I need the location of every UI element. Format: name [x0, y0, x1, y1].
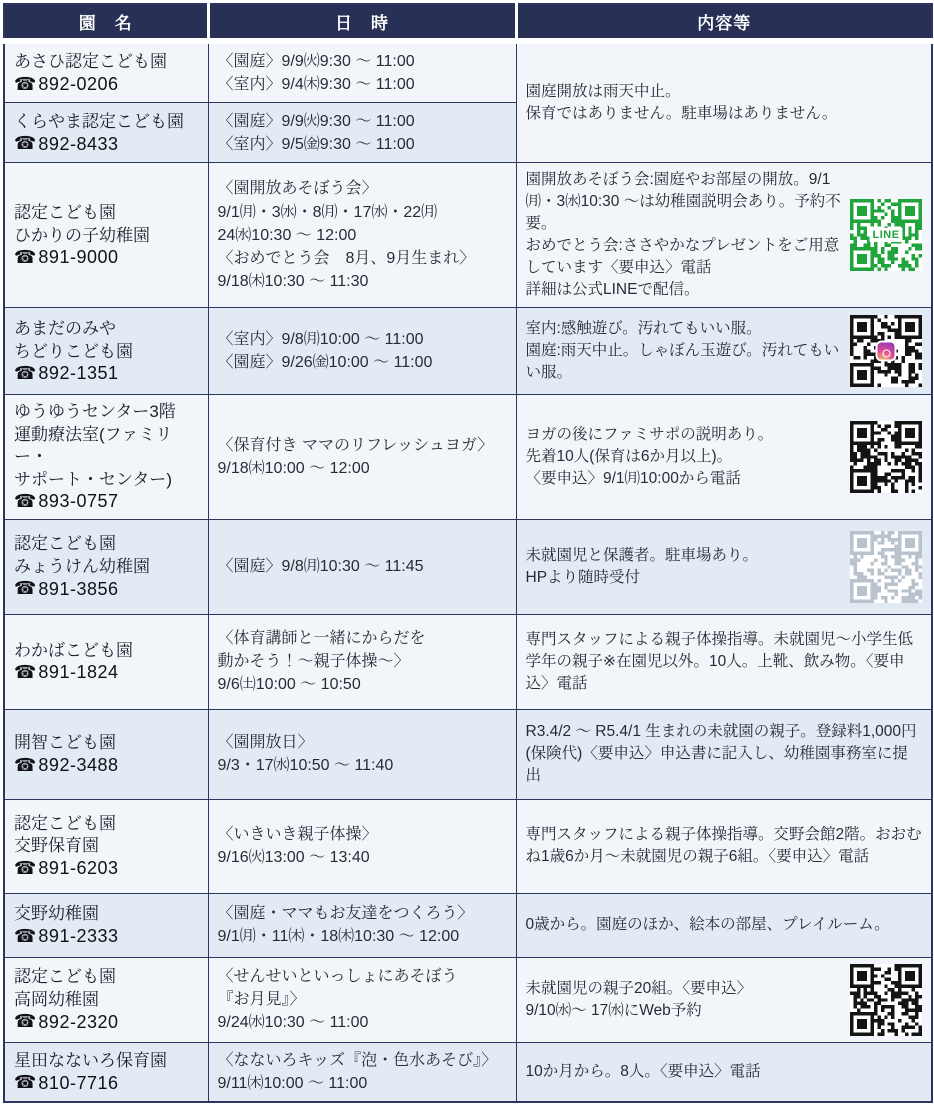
school-name-cell: [4, 709, 208, 799]
event-datetime-line: 24㈬10:30 ～ 12:00: [217, 226, 357, 244]
qr-code: [850, 964, 922, 1036]
table-row: [4, 1042, 932, 1102]
content-cell: [516, 41, 932, 163]
event-datetime-line: 〈園庭〉9/26㈮10:00 ～ 11:00: [217, 354, 433, 372]
datetime-cell: [208, 308, 516, 395]
datetime-cell: [208, 799, 516, 893]
event-datetime-line: 〈園庭〉9/9㈫9:30 ～ 11:00: [217, 112, 415, 130]
content-cell: [516, 519, 932, 614]
events-table: [3, 3, 933, 1103]
event-datetime-line: 動かそう！～親子体操～〉: [217, 653, 410, 671]
phone-icon: ☎: [14, 133, 37, 154]
line-qr-code: [850, 199, 922, 271]
table-row: [4, 799, 932, 893]
event-datetime-line: 〈園庭・ママもお友達をつくろう〉: [217, 905, 474, 923]
phone-icon: ☎: [14, 73, 37, 94]
event-datetime-line: 〈なないろキッズ『泡・色水あそび』〉: [217, 1051, 498, 1069]
event-datetime-line: 〈おめでとう会 8月、9月生まれ〉: [217, 249, 476, 267]
phone-icon: ☎: [14, 578, 37, 599]
content-text-line: R3.4/2 ～ R5.4/1 生まれの未就園の親子。登録料1,000円(保険代)〈要申込〉申込書に記入し、幼稚園事務室に提出: [525, 723, 917, 785]
table-row: [4, 163, 932, 308]
phone-icon: ☎: [14, 662, 37, 683]
table-body: [4, 41, 932, 1102]
content-text-line: 専門スタッフによる親子体操指導。未就園児～小学生低学年の親子※在園児以外。10人。上靴、飲み物。〈要申込〉電話: [525, 630, 914, 692]
school-name-line: 認定こども園: [14, 534, 116, 554]
event-datetime-line: 〈室内〉9/5㈮9:30 ～ 11:00: [217, 135, 415, 153]
phone: [14, 74, 199, 96]
event-datetime-line: 9/6㈯10:00 ～ 10:50: [217, 676, 361, 694]
content-text-line: 詳細は公式LINEで配信。: [525, 281, 700, 299]
school-name-line: 交野保育園: [14, 836, 99, 856]
table-header-row: [4, 4, 932, 41]
phone-number: 892-0206: [38, 73, 119, 94]
table-row: [4, 957, 932, 1042]
content-text-line: 0歳から。園庭のほか、絵本の部屋、プレイルーム。: [525, 916, 890, 934]
event-datetime-line: 9/11㈭10:00 ～ 11:00: [217, 1074, 368, 1092]
school-name-cell: [4, 308, 208, 395]
phone-number: 891-3856: [38, 578, 119, 599]
school-name-line: 交野幼稚園: [14, 904, 99, 924]
phone: [14, 363, 199, 385]
school-name-cell: [4, 103, 208, 163]
phone-icon: ☎: [14, 925, 37, 946]
event-datetime-line: 9/18㈭10:00 ～ 12:00: [217, 460, 370, 478]
event-datetime-line: 9/1㈪・3㈬・8㈪・17㈬・22㈪: [217, 203, 438, 221]
school-name-line: あまだのみや: [14, 319, 116, 339]
school-name-cell: [4, 1042, 208, 1102]
content-text-line: おめでとう会:ささやかなプレゼントをご用意しています〈要申込〉電話: [525, 237, 840, 277]
phone-number: 891-1824: [38, 662, 119, 683]
event-datetime-line: 『お月見』〉: [217, 991, 306, 1009]
event-datetime-line: 〈園庭〉9/8㈪10:30 ～ 11:45: [217, 558, 424, 576]
event-datetime-line: 9/18㈭10:30 ～ 11:30: [217, 273, 369, 291]
content-text-line: 〈要申込〉9/1㈪10:00から電話: [525, 470, 741, 488]
content-text-line: 未就園児の親子20組。〈要申込〉: [525, 979, 752, 997]
content-cell: [516, 957, 932, 1042]
content-text-line: 園庭開放は雨天中止。: [525, 83, 681, 101]
datetime-cell: [208, 163, 516, 308]
content-cell: [516, 163, 932, 308]
school-name-cell: [4, 957, 208, 1042]
content-text-line: 先着10人(保育は6か月以上)。: [525, 448, 733, 466]
line-qr-label: LINE: [869, 228, 902, 242]
event-datetime-line: 9/16㈫13:00 ～ 13:40: [217, 849, 370, 867]
school-name-cell: [4, 893, 208, 957]
phone: [14, 858, 199, 880]
header-datetime: 日 時: [208, 4, 516, 41]
instagram-icon: [876, 341, 897, 362]
school-name-line: ちどりこども園: [14, 341, 133, 361]
phone-number: 892-1351: [38, 363, 119, 384]
datetime-cell: [208, 519, 516, 614]
phone-icon: ☎: [14, 1011, 37, 1032]
table-row: [4, 395, 932, 519]
phone: [14, 578, 199, 600]
content-cell: [516, 308, 932, 395]
phone-icon: ☎: [14, 1072, 37, 1093]
content-text-line: 未就園児と保護者。駐車場あり。: [525, 546, 759, 564]
phone-number: 892-2320: [38, 1011, 119, 1032]
phone: [14, 926, 199, 948]
datetime-cell: [208, 614, 516, 709]
content-cell: [516, 1042, 932, 1102]
content-text-line: ヨガの後にファミサポの説明あり。: [525, 426, 774, 444]
phone-number: 810-7716: [38, 1072, 119, 1093]
table-row: [4, 308, 932, 395]
phone-number: 893-0757: [38, 491, 119, 512]
header-content: 内容等: [516, 4, 932, 41]
content-text-line: HPより随時受付: [525, 568, 641, 586]
content-text-line: 保育ではありません。駐車場はありません。: [525, 105, 838, 123]
content-cell: [516, 799, 932, 893]
event-datetime-line: 〈室内〉9/8㈪10:00 ～ 11:00: [217, 331, 424, 349]
content-cell: [516, 709, 932, 799]
datetime-cell: [208, 41, 516, 103]
school-name-cell: [4, 163, 208, 308]
school-name-cell: [4, 799, 208, 893]
phone-icon: ☎: [14, 857, 37, 878]
school-name-cell: [4, 395, 208, 519]
event-datetime-line: 9/1㈪・11㈭・18㈭10:30 ～ 12:00: [217, 928, 460, 946]
phone-number: 891-9000: [38, 247, 119, 268]
school-name-cell: [4, 614, 208, 709]
content-text-line: 専門スタッフによる親子体操指導。交野会館2階。おおむね1歳6か月～未就園児の親子6組。〈要申込〉電話: [525, 826, 922, 866]
event-datetime-line: 〈せんせいといっしょにあそぼう: [217, 967, 458, 985]
school-name-line: サポート・センター): [14, 469, 172, 489]
instagram-qr-code: [850, 315, 922, 387]
phone: [14, 1011, 199, 1033]
school-name-line: 認定こども園: [14, 967, 116, 987]
phone-number: 892-8433: [38, 133, 119, 154]
school-name-line: 運動療法室(ファミリー・: [14, 424, 173, 467]
datetime-cell: [208, 103, 516, 163]
event-datetime-line: 〈園開放あそぼう会〉: [217, 180, 378, 198]
header-school-name: 園 名: [4, 4, 208, 41]
phone-icon: ☎: [14, 491, 37, 512]
school-name-line: くらやま認定こども園: [14, 111, 184, 131]
school-name-line: 星田なないろ保育園: [14, 1050, 167, 1070]
table-row: [4, 614, 932, 709]
event-datetime-line: 9/24㈬10:30 ～ 11:00: [217, 1014, 369, 1032]
table-row: [4, 41, 932, 103]
qr-code: [850, 421, 922, 493]
phone-number: 891-6203: [38, 858, 119, 879]
school-name-line: 認定こども園: [14, 203, 116, 223]
datetime-cell: [208, 709, 516, 799]
school-name-cell: [4, 519, 208, 614]
event-datetime-line: 〈園庭〉9/9㈫9:30 ～ 11:00: [217, 53, 415, 70]
event-datetime-line: 9/3・17㈬10:50 ～ 11:40: [217, 757, 394, 775]
content-text-line: 園庭:雨天中止。しゃぼん玉遊び。汚れてもいい服。: [525, 342, 840, 382]
phone-number: 891-2333: [38, 925, 119, 946]
phone: [14, 755, 199, 777]
datetime-cell: [208, 395, 516, 519]
school-name-line: 認定こども園: [14, 813, 116, 833]
qr-code: [850, 531, 922, 603]
phone-icon: ☎: [14, 247, 37, 268]
school-name-line: 開智こども園: [14, 733, 116, 753]
content-text-line: 9/10㈬～ 17㈬にWeb予約: [525, 1001, 702, 1019]
school-name-line: わかばこども園: [14, 640, 133, 660]
event-datetime-line: 〈体育講師と一緒にからだを: [217, 629, 426, 647]
datetime-cell: [208, 893, 516, 957]
phone: [14, 1072, 199, 1094]
event-datetime-line: 〈保育付き ママのリフレッシュヨガ〉: [217, 436, 494, 454]
school-name-line: ゆうゆうセンター3階: [14, 402, 176, 422]
table-row: [4, 519, 932, 614]
phone-icon: ☎: [14, 363, 37, 384]
content-cell: [516, 893, 932, 957]
school-name-line: ひかりの子幼稚園: [14, 225, 150, 245]
school-name-line: あさひ認定こども園: [14, 52, 167, 72]
content-cell: [516, 614, 932, 709]
event-datetime-line: 〈いきいき親子体操〉: [217, 826, 378, 844]
phone: [14, 247, 199, 269]
content-text-line: 10か月から。8人。〈要申込〉電話: [525, 1062, 761, 1080]
table-row: [4, 709, 932, 799]
school-name-line: みょうけん幼稚園: [14, 556, 150, 576]
datetime-cell: [208, 1042, 516, 1102]
phone: [14, 491, 199, 513]
content-text-line: 室内:感触遊び。汚れてもいい服。: [525, 320, 762, 338]
school-name-line: 高岡幼稚園: [14, 989, 99, 1009]
phone: [14, 662, 199, 684]
content-text-line: 園開放あそぼう会:園庭やお部屋の開放。9/1㈪・3㈬10:30 ～は幼稚園説明会あり。予約不要。: [525, 171, 841, 233]
phone-number: 892-3488: [38, 754, 119, 775]
phone-icon: ☎: [14, 754, 37, 775]
phone: [14, 133, 199, 155]
school-name-cell: [4, 41, 208, 103]
datetime-cell: [208, 957, 516, 1042]
event-datetime-line: 〈室内〉9/4㈭9:30 ～ 11:00: [217, 76, 415, 94]
content-cell: [516, 395, 932, 519]
table-row: [4, 893, 932, 957]
event-datetime-line: 〈園開放日〉: [217, 734, 314, 752]
